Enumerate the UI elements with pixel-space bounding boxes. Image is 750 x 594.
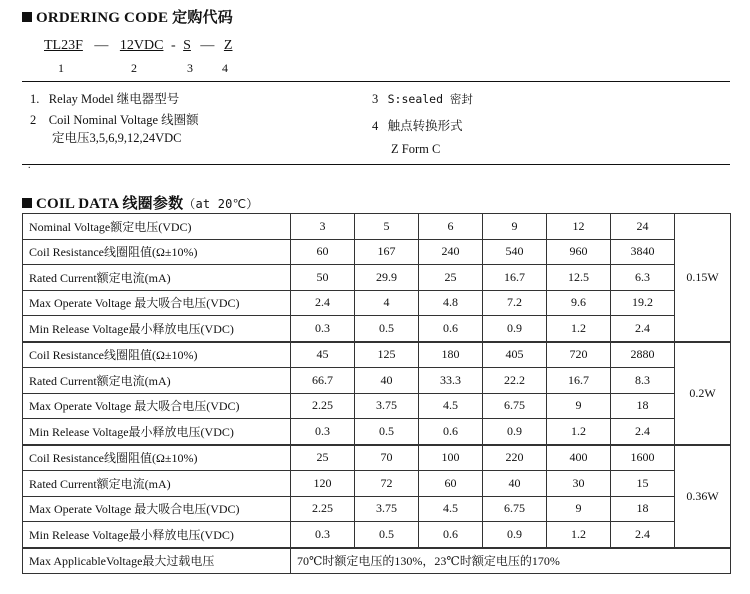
code-part-model: TL23F <box>44 38 83 53</box>
value-cell: 15 <box>611 471 675 497</box>
value-cell: 0.6 <box>419 419 483 445</box>
nominal-voltage-cell: 3 <box>291 214 355 240</box>
value-cell: 8.3 <box>611 368 675 394</box>
value-cell: 40 <box>355 368 419 394</box>
power-cell: 0.2W <box>675 342 731 445</box>
value-cell: 240 <box>419 239 483 265</box>
desc-item-voltage-cont: 定电压3,5,6,9,12,24VDC <box>52 131 182 145</box>
value-cell: 29.9 <box>355 265 419 291</box>
table-row-nominal-voltage <box>23 214 731 240</box>
temperature-note: （at 20℃） <box>183 197 259 211</box>
desc-item-contact-form: Z Form C <box>391 142 441 156</box>
max-applicable-value: 70℃时额定电压的130%，23℃时额定电压的170% <box>291 548 731 574</box>
value-cell: 50 <box>291 265 355 291</box>
value-cell: 120 <box>291 471 355 497</box>
row-label: Rated Current额定电流(mA) <box>23 368 291 394</box>
table-row <box>23 496 731 522</box>
code-separator: — <box>200 38 215 53</box>
value-cell: 0.5 <box>355 419 419 445</box>
table-row <box>23 368 731 394</box>
row-label: Rated Current额定电流(mA) <box>23 471 291 497</box>
row-label: Min Release Voltage最小释放电压(VDC) <box>23 522 291 548</box>
code-part-number: 3 <box>187 61 193 75</box>
desc-item-sealed: 3 S:sealed 密封 <box>372 92 473 106</box>
desc-item-model: 1. Relay Model 继电器型号 <box>30 92 180 106</box>
value-cell: 3.75 <box>355 496 419 522</box>
coil-table-body <box>23 214 731 574</box>
value-cell: 3840 <box>611 239 675 265</box>
value-cell: 2.4 <box>291 290 355 316</box>
value-cell: 60 <box>291 239 355 265</box>
value-cell: 7.2 <box>483 290 547 316</box>
value-cell: 6.3 <box>611 265 675 291</box>
value-cell: 4 <box>355 290 419 316</box>
value-cell: 9 <box>547 393 611 419</box>
value-cell: 540 <box>483 239 547 265</box>
value-cell: 0.5 <box>355 316 419 342</box>
value-cell: 2.4 <box>611 316 675 342</box>
value-cell: 66.7 <box>291 368 355 394</box>
value-cell: 0.5 <box>355 522 419 548</box>
value-cell: 18 <box>611 496 675 522</box>
value-cell: 0.3 <box>291 316 355 342</box>
value-cell: 16.7 <box>483 265 547 291</box>
value-cell: 167 <box>355 239 419 265</box>
value-cell: 9.6 <box>547 290 611 316</box>
value-cell: 0.6 <box>419 522 483 548</box>
value-cell: 1.2 <box>547 316 611 342</box>
code-part-number: 2 <box>131 61 137 75</box>
value-cell: 100 <box>419 445 483 471</box>
value-cell: 0.9 <box>483 316 547 342</box>
value-cell: 72 <box>355 471 419 497</box>
nominal-voltage-cell: 5 <box>355 214 419 240</box>
value-cell: 0.9 <box>483 522 547 548</box>
row-label: Max Operate Voltage 最大吸合电压(VDC) <box>23 290 291 316</box>
table-row <box>23 445 731 471</box>
value-cell: 40 <box>483 471 547 497</box>
value-cell: 30 <box>547 471 611 497</box>
row-label: Nominal Voltage额定电压(VDC) <box>23 214 291 240</box>
code-part-number: 4 <box>222 61 228 75</box>
table-row <box>23 265 731 291</box>
table-row-max-applicable <box>23 548 731 574</box>
code-separator: — <box>94 38 109 53</box>
value-cell: 0.6 <box>419 316 483 342</box>
code-part-voltage: 12VDC <box>119 38 164 53</box>
value-cell: 4.8 <box>419 290 483 316</box>
value-cell: 220 <box>483 445 547 471</box>
row-label: Coil Resistance线圈阻值(Ω±10%) <box>23 342 291 368</box>
desc-item-contact: 4 触点转换形式 <box>372 119 463 133</box>
value-cell: 405 <box>483 342 547 368</box>
nominal-voltage-cell: 24 <box>611 214 675 240</box>
value-cell: 19.2 <box>611 290 675 316</box>
nominal-voltage-cell: 12 <box>547 214 611 240</box>
value-cell: 45 <box>291 342 355 368</box>
value-cell: 12.5 <box>547 265 611 291</box>
row-label: Rated Current额定电流(mA) <box>23 265 291 291</box>
code-part-number: 1 <box>58 61 64 75</box>
value-cell: 2.25 <box>291 393 355 419</box>
stray-dot: . <box>28 160 31 171</box>
value-cell: 33.3 <box>419 368 483 394</box>
row-label: Max ApplicableVoltage最大过载电压 <box>23 548 291 574</box>
value-cell: 720 <box>547 342 611 368</box>
value-cell: 2.4 <box>611 522 675 548</box>
value-cell: 6.75 <box>483 496 547 522</box>
table-row <box>23 342 731 368</box>
value-cell: 0.9 <box>483 419 547 445</box>
value-cell: 70 <box>355 445 419 471</box>
table-row <box>23 522 731 548</box>
value-cell: 25 <box>291 445 355 471</box>
row-label: Min Release Voltage最小释放电压(VDC) <box>23 316 291 342</box>
power-cell: 0.36W <box>675 445 731 548</box>
value-cell: 2.4 <box>611 419 675 445</box>
value-cell: 400 <box>547 445 611 471</box>
ordering-code-title: ORDERING CODE 定购代码 <box>22 6 233 27</box>
value-cell: 25 <box>419 265 483 291</box>
row-label: Coil Resistance线圈阻值(Ω±10%) <box>23 239 291 265</box>
value-cell: 0.3 <box>291 522 355 548</box>
row-label: Coil Resistance线圈阻值(Ω±10%) <box>23 445 291 471</box>
value-cell: 22.2 <box>483 368 547 394</box>
divider <box>22 164 730 165</box>
value-cell: 16.7 <box>547 368 611 394</box>
nominal-voltage-cell: 9 <box>483 214 547 240</box>
value-cell: 60 <box>419 471 483 497</box>
ordering-code-line <box>44 38 232 54</box>
value-cell: 6.75 <box>483 393 547 419</box>
value-cell: 1.2 <box>547 522 611 548</box>
value-cell: 2.25 <box>291 496 355 522</box>
table-row <box>23 290 731 316</box>
table-row <box>23 471 731 497</box>
value-cell: 3.75 <box>355 393 419 419</box>
code-part-contact: Z <box>223 38 233 53</box>
row-label: Min Release Voltage最小释放电压(VDC) <box>23 419 291 445</box>
coil-data-table <box>22 213 731 574</box>
value-cell: 125 <box>355 342 419 368</box>
value-cell: 1600 <box>611 445 675 471</box>
value-cell: 960 <box>547 239 611 265</box>
coil-data-title: COIL DATA 线圈参数（at 20℃） <box>22 192 258 213</box>
value-cell: 1.2 <box>547 419 611 445</box>
power-cell: 0.15W <box>675 214 731 342</box>
value-cell: 4.5 <box>419 393 483 419</box>
value-cell: 9 <box>547 496 611 522</box>
code-separator: - <box>170 38 176 53</box>
divider <box>22 81 730 82</box>
value-cell: 4.5 <box>419 496 483 522</box>
nominal-voltage-cell: 6 <box>419 214 483 240</box>
square-bullet-icon <box>22 12 32 22</box>
value-cell: 18 <box>611 393 675 419</box>
table-row <box>23 239 731 265</box>
value-cell: 180 <box>419 342 483 368</box>
row-label: Max Operate Voltage 最大吸合电压(VDC) <box>23 393 291 419</box>
table-row <box>23 419 731 445</box>
row-label: Max Operate Voltage 最大吸合电压(VDC) <box>23 496 291 522</box>
value-cell: 2880 <box>611 342 675 368</box>
table-row <box>23 316 731 342</box>
code-part-sealed: S <box>183 38 191 53</box>
value-cell: 0.3 <box>291 419 355 445</box>
square-bullet-icon <box>22 198 32 208</box>
table-row <box>23 393 731 419</box>
desc-item-voltage: 2 Coil Nominal Voltage 线圈额 <box>30 113 199 127</box>
